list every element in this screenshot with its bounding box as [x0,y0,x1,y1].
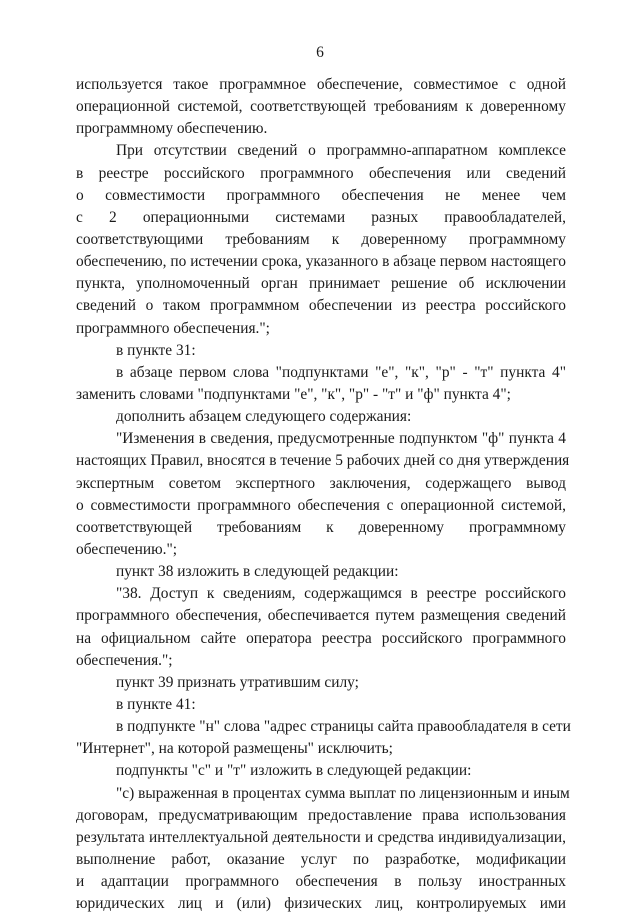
text-line: При отсутствии сведений о программно-аппаратном комплексе [116,142,566,160]
text-line: используется такое программное обеспечение, совместимое с одной [76,76,566,93]
text-line: выполнение работ, оказание услуг по разработке, модификации [76,850,566,868]
text-line: подпункты "с" и "т" изложить в следующей редакции: [116,762,472,780]
text-line: о совместимости программного обеспечения с операционной системой, [76,496,566,514]
page-number: 6 [316,44,324,61]
text-line: "Интернет", на которой размещены" исключить; [76,740,393,758]
text-line: на официальном сайте оператора реестра российского программного [76,629,566,647]
text-line: операционной системой, соответствующей требованиям к доверенному [76,98,566,116]
text-line: и адаптации программного обеспечения в пользу иностранных [76,873,566,891]
text-line: результата интеллектуальной деятельности и средства индивидуализации, [76,828,566,846]
text-line: "Изменения в сведения, предусмотренные подпунктом "ф" пункта 4 [116,430,566,448]
text-line: программного обеспечения, обеспечивается путем размещения сведений [76,607,566,625]
text-line: соответствующими требованиям к доверенному программному [76,230,566,248]
document-body [76,74,571,915]
text-line: о совместимости программного обеспечения не менее чем [76,186,566,204]
text-line: "с) выраженная в процентах сумма выплат по лицензионным и иным [116,784,570,802]
text-line: заменить словами "подпунктами "е", "к", "р" - "т" и "ф" пункта 4"; [76,385,511,403]
text-line: в подпункте "н" слова "адрес страницы сайта правообладателя в сети [116,718,571,736]
text-line: в абзаце первом слова "подпунктами "е", "к", "р" - "т" пункта 4" [116,363,566,381]
text-line: пункт 38 изложить в следующей редакции: [116,563,399,581]
text-line: договорам, предусматривающим предоставление права использования [76,806,566,824]
text-line: экспертным советом экспертного заключения, содержащего вывод [76,474,566,492]
text-line: пункта, уполномоченный орган принимает решение об исключении [76,275,566,293]
text-line: "38. Доступ к сведениям, содержащимся в реестре российского [116,585,566,603]
text-line: дополнить абзацем следующего содержания: [116,408,412,426]
text-line: обеспечению, по истечении срока, указанного в абзаце первом настоящего [76,253,566,271]
text-line: сведений о таком программном обеспечении из реестра российского [76,297,566,315]
text-line: юридических лиц и (или) физических лиц, контролируемых ими [76,895,566,913]
text-line: в пункте 31: [116,341,196,359]
text-line: обеспечения."; [76,651,173,669]
text-line: пункт 39 признать утратившим силу; [116,673,359,691]
text-line: соответствующей требованиям к доверенному программному [76,518,566,536]
text-line: в реестре российского программного обеспечения или сведений [76,164,566,182]
text-line: в пункте 41: [116,695,196,713]
text-line: настоящих Правил, вносятся в течение 5 рабочих дней со дня утверждения [76,452,570,470]
text-line: обеспечению."; [76,540,178,558]
text-line: программному обеспечению. [76,120,268,138]
text-line: программного обеспечения."; [76,319,270,337]
text-line: с 2 операционными системами разных правообладателей, [76,208,566,226]
